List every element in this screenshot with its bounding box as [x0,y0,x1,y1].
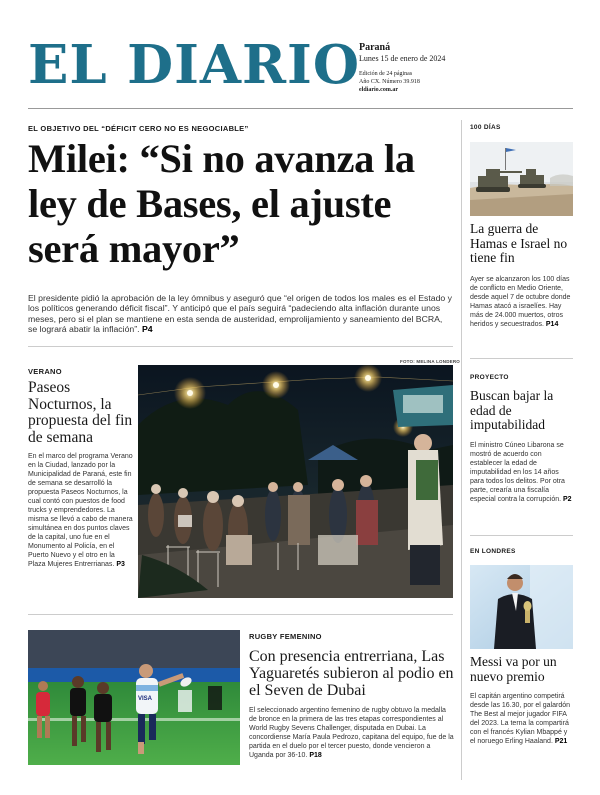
issue-number: Año CX. Número 39.918 [359,79,420,85]
night-market-photo[interactable] [138,365,453,598]
sidebar-summary-project-text: El ministro Cúneo Libarona se mostró de acuerdo con establecer la edad de imputabilidad en los 14 años para todos los delitos. Por otra parte, crearía una fiscalía especial contra la corrupción. [470,441,565,503]
sidebar-story-war [470,124,573,131]
lead-summary-text: El presidente pidió la aprobación de la ley ómnibus y aseguró que “el origen de todos los males es el Estado y los políticos generando déficit fiscal”. Y anticipó que el país seguirá “padeciendo alta inflación durante unos meses, pero si el plan se mantiene en esta senda de austeridad, emprolijamiento y saneamiento del BCRA, se logrará abatir la inflación”. [28,293,453,335]
issue-date: Lunes 15 de enero de 2024 [359,54,446,63]
sidebar-headline-messi[interactable]: Messi va por un nuevo premio [470,654,557,684]
sidebar-kicker-war: 100 DÍAS [470,124,501,131]
sidebar-story-messi [470,548,573,555]
sidebar-headline-war[interactable]: La guerra de Hamas e Israel no tiene fin [470,221,568,265]
issue-city: Paraná [359,42,391,53]
lead-headline[interactable]: Milei: “Si no avanza la ley de Bases, el ajuste será mayor” [28,136,415,271]
verano-headline[interactable]: Paseos Nocturnos, la propuesta del fin de semana [28,379,133,446]
lead-page-ref: P4 [141,324,153,335]
sidebar-summary-project [470,441,573,504]
newspaper-logo: EL DIARIO [28,34,360,96]
sidebar-kicker-project: PROYECTO [470,374,509,381]
rugby-page-ref: P18 [309,752,322,759]
section-divider-2 [28,614,453,615]
verano-page-ref: P3 [116,561,125,568]
rugby-shirt-text: VISA [138,696,153,702]
sidebar-kicker-messi: EN LONDRES [470,548,516,555]
sidebar-divider-1 [470,358,573,359]
masthead [28,34,573,104]
rugby-kicker: RUGBY FEMENINO [249,632,322,641]
rugby-photo[interactable] [28,630,240,765]
section-divider [28,346,453,347]
masthead-divider [28,108,573,109]
rugby-summary-text: El seleccionado argentino femenino de rugby obtuvo la medalla de bronce en la primera de las tres etapas correspondientes al World Rugby Sevens Challenger, disputada en Dubai. La concordiense María Paula Pedrozo, capitana del equipo, fue de la partida en el duelo por el tercer puesto, donde vencieron a Uganda por 36-10. [249,707,454,759]
verano-summary [28,452,134,569]
sidebar-story-messi-body [470,655,573,746]
lead-kicker: EL OBJETIVO DEL “DÉFICIT CERO NO ES NEGOCIABLE” [28,124,249,133]
column-divider [461,120,462,780]
sidebar-page-ref-messi: P21 [554,738,568,745]
sidebar-story-war-body [470,222,573,329]
sidebar-headline-project[interactable]: Buscan bajar la edad de imputabilidad [470,388,554,432]
tank-photo[interactable] [470,142,573,216]
photo-credit: FOTO: MELINA LONDERO [400,359,460,364]
sidebar-summary-war-text: Ayer se alcanzaron los 100 días de conflicto en Medio Oriente, desde aquel 7 de octubre donde Hamas atacó a israelíes. Hay más de 24.000 muertos, otros heridos y secuestrados. [470,275,571,328]
verano-summary-text: En el marco del programa Verano en la Ciudad, lanzado por la Municipalidad de Paraná, este fin de semana se desarrolló la propuesta Paseos Nocturnos, la cual contó con puestos de food trucks y emprendedores. La misma se llevó a cabo de manera simultánea en dos puntos claves de la capital, uno fue en el Monumento al Policía, en el Puerto Nuevo y el otro en la Plaza Mujeres Entrerrianas. [28,453,133,568]
issue-edition: Edición de 24 páginas [359,71,413,77]
sidebar-summary-messi [470,692,573,746]
sidebar-story-project [470,374,573,504]
verano-kicker: VERANO [28,367,62,376]
sidebar-summary-war [470,275,573,329]
issue-meta [359,42,559,94]
rugby-headline[interactable]: Con presencia entrerriana, Las Yaguaretés subieron al podio en el Seven de Dubai [249,648,454,699]
lead-summary [28,293,453,335]
sidebar-divider-2 [470,535,573,536]
rugby-summary [249,706,455,760]
messi-photo[interactable] [470,565,573,649]
issue-site: eldiario.com.ar [359,87,398,93]
sidebar-page-ref-war: P14 [545,320,559,328]
sidebar-summary-messi-text: El capitán argentino competirá desde las 16.30, por el galardón The Best al mejor jugador FIFA del 2023. La terna la compartirá con el francés Kylian Mbappé y el noruego Erling Haaland. [470,693,571,745]
sidebar-page-ref-project: P2 [563,495,572,503]
